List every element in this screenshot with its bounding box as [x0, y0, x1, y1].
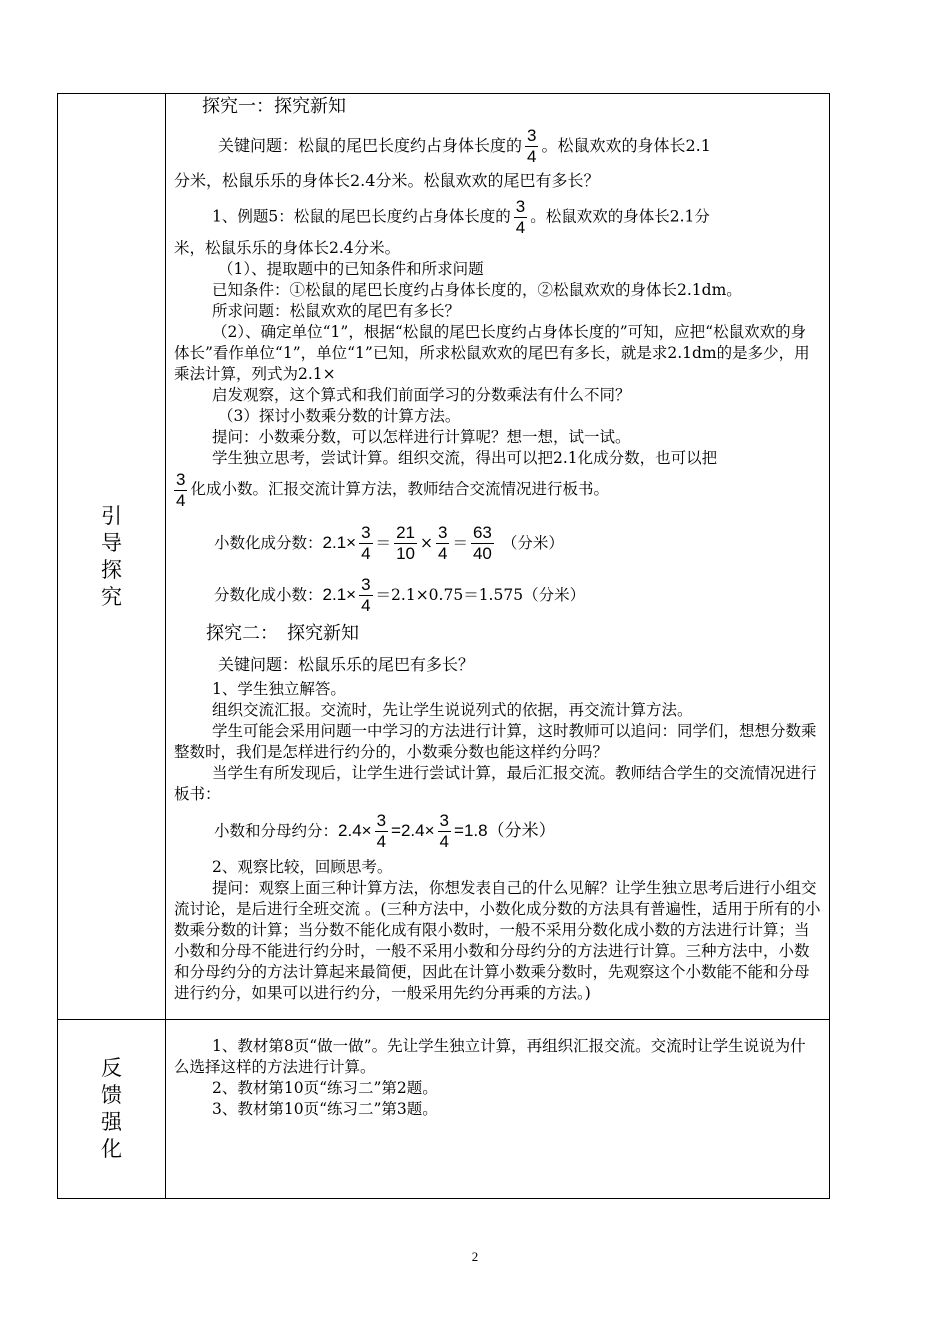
example-cont: 米，松鼠乐乐的身体长2.4分米。 — [174, 239, 401, 257]
fraction-three-fourths: $\frac{3}{4}$ — [176, 469, 186, 510]
fraction-three-fourths: $\frac{3}{4}$ — [437, 523, 448, 563]
heading-inquiry-one: 探究一：探究新知 — [202, 96, 346, 117]
question-asked: 所求问题：松鼠欢欢的尾巴有多长？ — [212, 302, 461, 320]
item-independent: 1、学生独立解答。 — [212, 679, 346, 698]
step-3: （3）探讨小数乘分数的计算方法。 — [218, 407, 461, 425]
formula-decimal-to-fraction: 小数化成分数：2.1× $\frac{3}{4}$ ＝ $\frac{21}{10}$ × $\frac{3}{4}$ ＝ $\frac{63}{40}$ （分米） — [214, 523, 564, 563]
page-number: 2 — [471, 1249, 479, 1264]
student-think-cont — [174, 469, 821, 511]
item-methods: 学生可能会采用问题一中学习的方法进行计算，这时教师可以追问：同学们，想想分数乘整数时，我们是怎样进行约分的，小数乘分数也能这样约分吗？ — [174, 721, 817, 761]
item-discovery: 当学生有所发现后，让学生进行尝试计算，最后汇报交流。教师结合学生的交流情况进行板书： — [174, 763, 817, 803]
item-compare: 2、观察比较，回顾思考。 — [212, 857, 393, 876]
fraction-three-fourths: $\frac{3}{4}$ — [376, 811, 387, 851]
feedback-item-3: 3、教材第10页“练习二”第3题。 — [212, 1100, 438, 1118]
known-conditions: 已知条件：①松鼠的尾巴长度约占身体长度的，②松鼠欢欢的身体长2.1dm。 — [212, 281, 742, 299]
key-question-line — [174, 126, 821, 167]
key-question-cont: 分米，松鼠乐乐的身体长2.4分米。松鼠欢欢的尾巴有多长？ — [174, 171, 600, 190]
question-prompt: 提问：小数乘分数，可以怎样进行计算呢？想一想，试一试。 — [212, 428, 631, 446]
example-text-a: 1、例题5：松鼠的尾巴长度约占身体长度的 — [212, 207, 511, 226]
item-reflection: 提问：观察上面三种计算方法，你想发表自己的什么见解？让学生独立思考后进行小组交流讨论，是后进行全班交流 。(三种方法中，小数化成分数的方法具有普遍性，适用于所有的小数乘分数的计算；当分数不能化成有限小数时，一般不采用分数化成小数的方法进行计算；当小数和分母不能进行约分时，一般不采用小数和分母约分的方法进行计算。三种方法中，小数和分母约分的方法计算起来最简便，因此在计算小数乘分数时，先观察这个小数能不能和分母进行约分，如果可以进行约分，一般采用先约分再乘的方法。) — [174, 878, 821, 1002]
example-line — [174, 197, 821, 238]
formula-reduce: 小数和分母约分：2.4× $\frac{3}{4}$ =2.4× $\frac{3}{4}$ =1.8（分米） — [214, 811, 556, 851]
fraction-three-fourths: $\frac{3}{4}$ — [361, 523, 371, 563]
fraction-three-fourths: $\frac{3}{4}$ — [361, 575, 371, 615]
row-label-cell — [58, 94, 166, 1020]
key-text-a: 关键问题：松鼠的尾巴长度约占身体长度的 — [218, 136, 523, 155]
fraction-three-fourths: $\frac{3}{4}$ — [439, 811, 450, 851]
row-label-feedback: 反馈强化 — [101, 1056, 122, 1161]
step-2: （2）、确定单位“1”，根据“松鼠的尾巴长度约占身体长度的”可知，应把“松鼠欢欢的身体长”看作单位“1”，单位“1”已知，所求松鼠欢欢的尾巴有多长，就是求2.1dm的是多少，用乘法计算，列式为2.1× — [174, 323, 810, 383]
item-exchange: 组织交流汇报。交流时，先让学生说说列式的依据，再交流计算方法。 — [212, 700, 693, 719]
observe-prompt: 启发观察，这个算式和我们前面学习的分数乘法有什么不同？ — [212, 386, 631, 404]
key-question-two: 关键问题：松鼠乐乐的尾巴有多长？ — [218, 654, 475, 674]
formula-fraction-to-decimal: 分数化成小数：2.1× $\frac{3}{4}$ ＝2.1×0.75＝1.575（分米） — [214, 575, 586, 615]
content-cell — [166, 94, 830, 1020]
key-text-b: 。松鼠欢欢的身体长2.1 — [541, 136, 711, 155]
feedback-item-2: 2、教材第10页“练习二”第2题。 — [212, 1079, 438, 1097]
fraction-21-10: $\frac{21}{10}$ — [396, 523, 415, 563]
lesson-table — [57, 93, 830, 1199]
row-guided-inquiry — [58, 94, 830, 1020]
student-think-text: 化成小数。汇报交流计算方法，教师结合交流情况进行板书。 — [190, 480, 609, 498]
row-label-guided-inquiry: 引导探究 — [101, 503, 122, 609]
fraction-three-fourths: $\frac{3}{4}$ — [527, 126, 537, 166]
fraction-63-40: $\frac{63}{40}$ — [472, 523, 492, 563]
content-cell — [166, 1020, 830, 1199]
example-text-b: 。松鼠欢欢的身体长2.1分 — [530, 207, 710, 226]
fraction-three-fourths: $\frac{3}{4}$ — [515, 197, 526, 237]
student-think: 学生独立思考，尝试计算。组织交流，得出可以把2.1化成分数，也可以把 — [212, 449, 718, 467]
row-feedback — [58, 1020, 830, 1199]
heading-inquiry-two: 探究二： 探究新知 — [206, 622, 359, 644]
step-1: （1）、提取题中的已知条件和所求问题 — [218, 260, 484, 278]
feedback-item-1: 1、教材第8页“做一做”。先让学生独立计算，再组织汇报交流。交流时让学生说说为什么选择这样的方法进行计算。 — [174, 1037, 806, 1076]
row-label-cell — [58, 1020, 166, 1199]
